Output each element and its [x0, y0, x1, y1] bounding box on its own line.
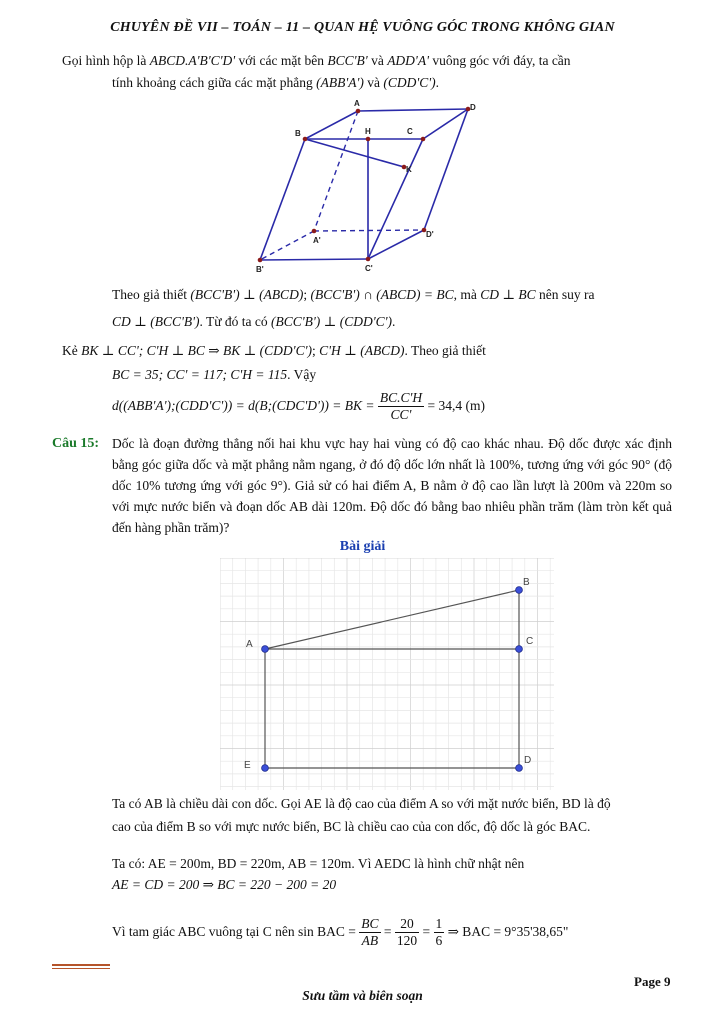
parallelepiped-figure	[250, 98, 490, 278]
label-B1: B'	[256, 265, 264, 274]
text: vuông góc với đáy, ta cần	[428, 53, 571, 68]
fraction	[378, 390, 424, 423]
fraction-3	[434, 916, 445, 949]
page-number: Page 9	[634, 974, 671, 989]
text: .	[392, 314, 396, 329]
denominator: 120	[396, 933, 418, 949]
text: tính khoảng cách giữa các mặt phẳng	[112, 75, 317, 90]
proof-line-4	[112, 366, 316, 384]
segment-BK	[305, 139, 404, 167]
denominator: AB	[361, 933, 379, 949]
numerator: 20	[395, 916, 419, 933]
label-C: C	[526, 636, 534, 647]
page-header: CHUYÊN ĐỀ VII – TOÁN – 11 – QUAN HỆ VUÔNG GÓC TRONG KHÔNG GIAN	[110, 20, 615, 35]
text: . Từ đó ta có	[199, 314, 272, 329]
text: Kẻ	[62, 343, 82, 358]
text: với các mặt bên	[235, 53, 328, 68]
math: (CDD'C')	[383, 75, 436, 90]
solution-para3	[112, 912, 568, 952]
point-A	[262, 646, 269, 653]
numerator: BC	[361, 916, 379, 932]
edge-C1D1	[368, 230, 424, 259]
label-B: B	[523, 577, 530, 588]
label-C: C	[407, 127, 413, 136]
point-D	[516, 765, 523, 772]
edge-AD	[358, 109, 468, 111]
text: Gọi hình hộp là	[62, 53, 150, 68]
intro-line-2	[112, 74, 439, 92]
label-B: B	[295, 129, 301, 138]
solution-para1-line1: Ta có AB là chiều dài con dốc. Gọi AE là độ cao của điểm A so với mặt nước biển, BD là độ	[112, 796, 611, 811]
text: . Theo giả thiết	[404, 343, 486, 358]
text: và	[363, 75, 384, 90]
grid-background	[220, 558, 554, 790]
edge-B1C1	[260, 259, 368, 260]
point-B	[516, 587, 523, 594]
solution-title: Bài giải	[339, 539, 386, 554]
edge-BA	[305, 111, 358, 139]
fraction-1	[359, 916, 380, 949]
point-C	[421, 137, 426, 142]
equals: =	[422, 924, 431, 939]
edge-A1D1-hidden	[314, 230, 424, 231]
intro-line-1	[62, 52, 571, 70]
text: , mà	[453, 287, 481, 302]
math: C'H ⊥ (ABCD)	[319, 343, 405, 358]
label-K: K	[406, 165, 412, 174]
edge-DC	[423, 109, 468, 139]
label-H: H	[365, 127, 371, 136]
footer-rule-bottom	[52, 968, 110, 969]
label-C1: C'	[365, 264, 373, 273]
text: ;	[311, 343, 320, 358]
math: (BCC'B') ⊥ (CDD'C')	[271, 314, 393, 329]
math: ADD'A'	[387, 53, 429, 68]
proof-line-5	[112, 386, 485, 426]
equals: =	[383, 924, 392, 939]
label-D: D	[524, 755, 532, 766]
edge-AA1-hidden	[314, 111, 358, 231]
label-A1: A'	[313, 236, 321, 245]
text: .	[435, 75, 440, 90]
text: nên suy ra	[535, 287, 595, 302]
question-text: Dốc là đoạn đường thẳng nối hai khu vực hay hai vùng có độ cao khác nhau. Độ dốc được xác định bằng góc giữa dốc và mặt phẳng nằm ngang, ở đó độ dốc lớn nhất là 100%, tương ứng với góc 90° (độ dốc 10% tương ứng với góc 9°). Giả sử có hai điểm A, B nằm ở độ cao lần lượt là 200m và 220m so với mực nước biển và đoạn dốc AB dài 120m. Độ dốc đó bằng bao nhiêu phần trăm (làm tròn kết quả đến hàng phần trăm)?	[112, 436, 672, 535]
point-B1	[258, 258, 263, 263]
math: (BCC'B') ⊥ (ABCD)	[190, 287, 304, 302]
denominator: CC'	[390, 407, 412, 423]
question-label: Câu 15:	[52, 436, 100, 451]
math: ABCD.A'B'C'D'	[149, 53, 236, 68]
fraction-2	[395, 916, 419, 949]
proof-line-2	[112, 313, 395, 331]
solution-para1-line2: cao của điểm B so với mực nước biển, BC là chiều cao của con dốc, độ dốc là góc BAC.	[112, 819, 591, 834]
point-E	[262, 765, 269, 772]
proof-line-3	[62, 342, 486, 360]
label-E: E	[244, 760, 251, 771]
math: (ABB'A')	[316, 75, 364, 90]
point-A	[356, 109, 361, 114]
solution-para2-line1: Ta có: AE = 200m, BD = 220m, AB = 120m. Vì AEDC là hình chữ nhật nên	[112, 856, 525, 871]
footer-rule-top	[52, 964, 110, 966]
label-A: A	[354, 99, 360, 108]
math: BK ⊥ CC'; C'H ⊥ BC ⇒ BK ⊥ (CDD'C')	[81, 343, 312, 358]
label-D1: D'	[426, 230, 434, 239]
slope-grid-figure	[220, 558, 554, 790]
label-A: A	[246, 639, 253, 650]
math: (BCC'B') ∩ (ABCD) = BC	[310, 287, 454, 302]
edge-BB1	[260, 139, 305, 260]
point-A1	[312, 229, 317, 234]
text: ;	[303, 287, 311, 302]
text: Theo giả thiết	[112, 287, 191, 302]
text: ⇒ BAC = 9°35'38,65"	[447, 924, 569, 939]
math: BCC'B'	[327, 53, 368, 68]
text: và	[367, 53, 388, 68]
numerator: BC.C'H	[379, 390, 423, 406]
footer-credit: Sưu tầm và biên soạn	[302, 988, 423, 1003]
math: BC = 35; CC' = 117; C'H = 115	[112, 367, 288, 382]
point-C1	[366, 257, 371, 262]
text: Vì tam giác ABC vuông tại C nên sin BAC =	[112, 924, 356, 939]
math: d((ABB'A');(CDD'C')) = d(B;(CDC'D')) = BK =	[112, 398, 375, 413]
edge-CC1	[368, 139, 423, 259]
edge-DD1	[424, 109, 468, 230]
point-B	[303, 137, 308, 142]
solution-para2-line2: AE = CD = 200 ⇒ BC = 220 − 200 = 20	[112, 877, 337, 892]
numerator: 1	[435, 916, 443, 932]
point-H	[366, 137, 371, 142]
label-D: D	[470, 103, 476, 112]
math: CD ⊥ BC	[480, 287, 536, 302]
edge-A1B1-hidden	[260, 231, 314, 260]
math: CD ⊥ (BCC'B')	[112, 314, 200, 329]
text: . Vậy	[287, 367, 317, 382]
result: = 34,4	[427, 398, 463, 413]
unit: (m)	[465, 398, 486, 413]
denominator: 6	[435, 933, 443, 949]
point-C	[516, 646, 523, 653]
proof-line-1	[112, 286, 595, 304]
